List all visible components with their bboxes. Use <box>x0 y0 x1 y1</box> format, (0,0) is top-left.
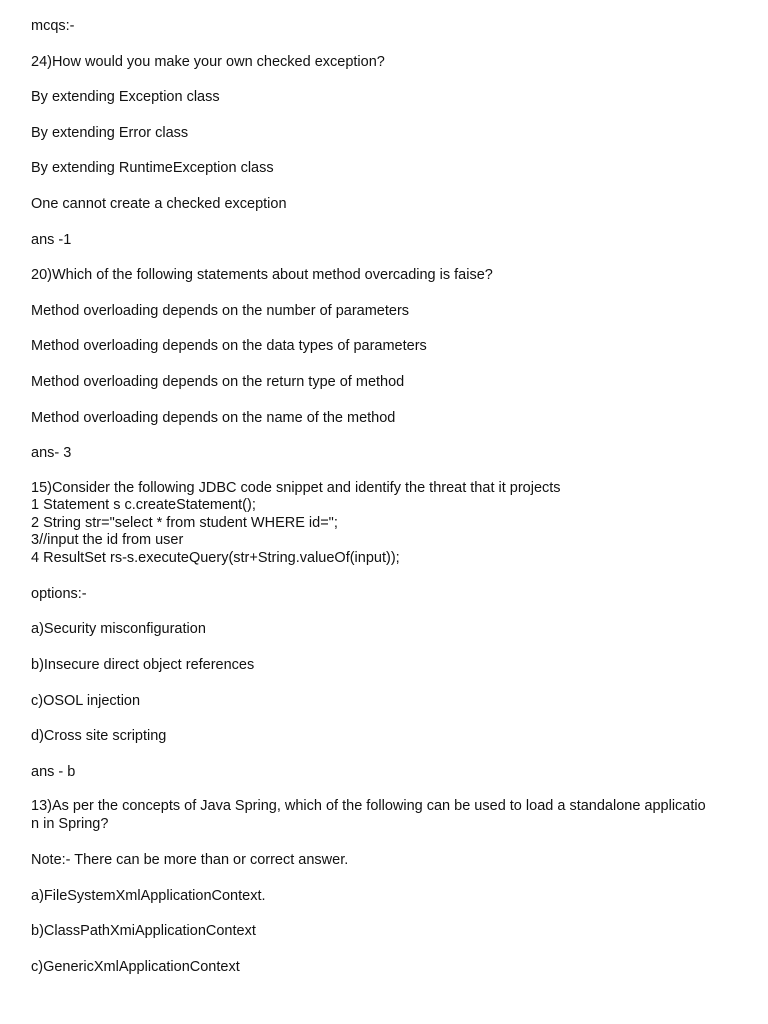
question-13-option-a: a)FileSystemXmlApplicationContext. <box>31 887 266 904</box>
question-24-option-2: By extending Error class <box>31 124 189 141</box>
question-20: 20)Which of the following statements about method overcading is faise? <box>31 267 493 284</box>
question-20-option-4: Method overloading depends on the name of the method <box>31 409 396 426</box>
question-13-line-1: 13)As per the concepts of Java Spring, which of the following can be used to load a standalone applicatio <box>31 798 706 815</box>
question-24-option-4: One cannot create a checked exception <box>31 195 287 212</box>
question-15-option-a: a)Security misconfiguration <box>31 621 206 638</box>
question-13-note: Note:- There can be more than or correct answer. <box>31 851 349 868</box>
question-20-option-1: Method overloading depends on the number of parameters <box>31 302 410 319</box>
heading: mcqs:- <box>31 18 75 34</box>
question-24-option-3: By extending RuntimeException class <box>31 160 274 177</box>
question-15: 15)Consider the following JDBC code snippet and identify the threat that it projects <box>31 479 561 496</box>
question-24-option-1: By extending Exception class <box>31 89 220 106</box>
question-15-option-d: d)Cross site scripting <box>31 728 167 745</box>
code-line-4: 4 ResultSet rs-s.executeQuery(str+String.valueOf(input)); <box>31 549 400 566</box>
question-15-option-b: b)Insecure direct object references <box>31 657 255 673</box>
question-15-option-c: c)OSOL injection <box>31 692 141 709</box>
question-20-option-2: Method overloading depends on the data types of parameters <box>31 338 427 355</box>
code-line-3: 3//input the id from user <box>31 532 184 549</box>
code-line-1: 1 Statement s c.createStatement(); <box>31 497 256 514</box>
question-13-block <box>31 798 743 833</box>
question-20-answer: ans- 3 <box>31 445 72 462</box>
question-24: 24)How would you make your own checked exception? <box>31 53 385 70</box>
options-label: options:- <box>31 585 87 602</box>
question-24-answer: ans -1 <box>31 231 72 248</box>
question-20-option-3: Method overloading depends on the return type of method <box>31 373 405 390</box>
question-15-answer: ans - b <box>31 763 76 780</box>
question-13-line-2: n in Spring? <box>31 815 109 832</box>
question-13-option-b: b)ClassPathXmiApplicationContext <box>31 923 256 940</box>
code-line-2: 2 String str="select * from student WHERE id="; <box>31 514 338 531</box>
question-15-block <box>31 480 743 568</box>
question-13-option-c: c)GenericXmlApplicationContext <box>31 958 240 975</box>
document-page <box>31 17 743 993</box>
